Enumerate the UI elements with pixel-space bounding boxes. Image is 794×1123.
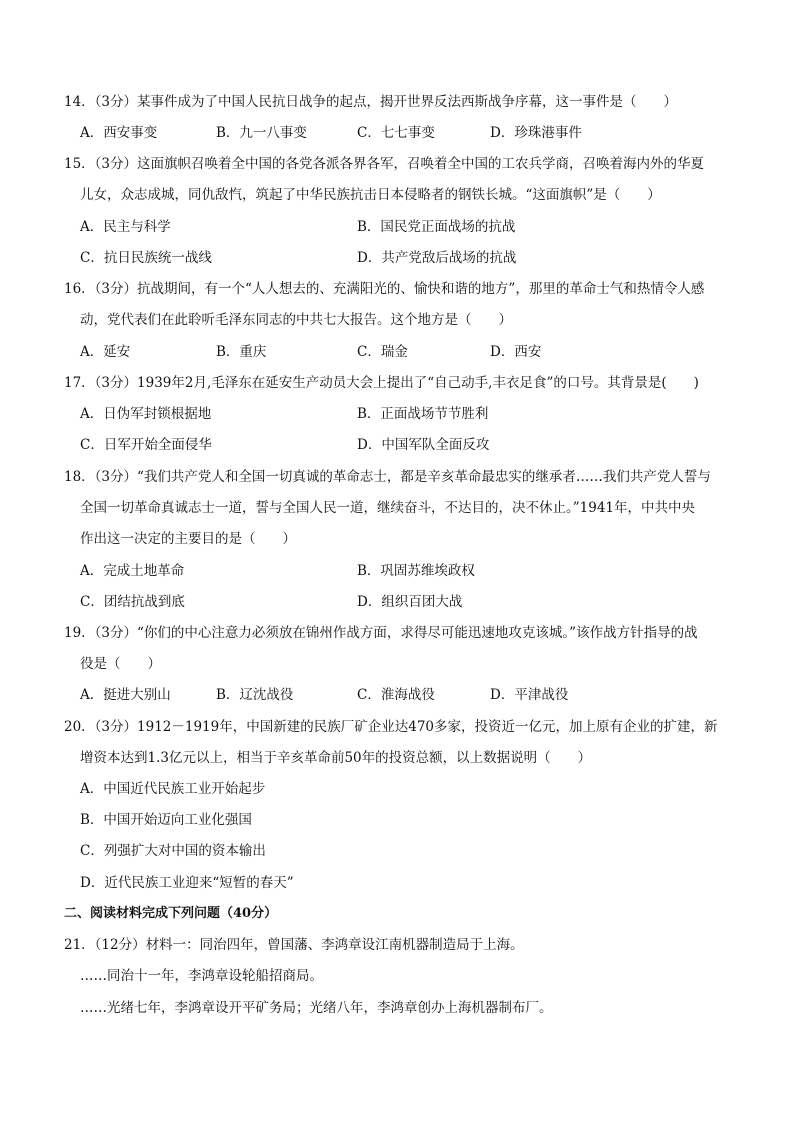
question-21-material-line1: 21．（12分）材料一：同治四年，曾国藩、李鸿章设江南机器制造局于上海。 (64, 937, 524, 953)
question-18-stem-line2: 全国一切革命真诚志士一道，誓与全国人民一道，继续奋斗，不达目的，决不休止。”1941年，中共中央 (80, 500, 696, 516)
q16-option-b: B．重庆 (216, 344, 267, 360)
question-15-stem-line2: 儿女，众志成城，同仇敌忾，筑起了中华民族抗击日本侵略者的钢铁长城。“这面旗帜”是（ ） (80, 187, 661, 203)
question-16-stem-line1: 16．（3分）抗战期间，有一个“人人想去的、充满阳光的、愉快和谐的地方”，那里的革命士气和热情令人感 (64, 281, 705, 297)
question-16-stem-line2: 动，党代表们在此聆听毛泽东同志的中共七大报告。这个地方是（ ） (80, 312, 512, 328)
q17-option-b: B．正面战场节节胜利 (357, 406, 489, 422)
q20-option-b: B．中国开始迈向工业化强国 (80, 812, 252, 828)
q18-option-d: D．组织百团大战 (357, 594, 463, 610)
question-20-stem-line2: 增资本达到1.3亿元以上，相当于辛亥革命前50年的投资总额，以上数据说明（ ） (80, 750, 592, 766)
q18-option-b: B．巩固苏维埃政权 (357, 563, 475, 579)
question-18-stem-line3: 作出这一决定的主要目的是（ ） (80, 531, 296, 547)
q19-option-d: D．平津战役 (490, 687, 569, 703)
question-15-stem-line1: 15．（3分）这面旗帜召唤着全中国的各党各派各界各军，召唤着全中国的工农兵学商，召唤着海内外的华夏 (64, 156, 705, 172)
q15-option-d: D．共产党敌后战场的抗战 (357, 250, 517, 266)
q18-option-a: A．完成土地革命 (80, 563, 185, 579)
question-21-material-line3: ……光绪七年，李鸿章设开平矿务局；光绪八年，李鸿章创办上海机器制布厂。 (80, 1000, 553, 1016)
q17-option-a: A．日伪军封锁根据地 (80, 406, 212, 422)
q14-option-a: A．西安事变 (80, 125, 158, 141)
q17-option-c: C．日军开始全面侵华 (80, 437, 212, 453)
q16-option-c: C．瑞金 (357, 344, 408, 360)
q15-option-c: C．抗日民族统一战线 (80, 250, 212, 266)
q16-option-a: A．延安 (80, 344, 131, 360)
q15-option-b: B．国民党正面战场的抗战 (357, 219, 516, 235)
q15-option-a: A．民主与科学 (80, 219, 171, 235)
section-2-heading: 二、阅读材料完成下列问题（40分） (64, 906, 278, 921)
question-17-stem: 17．（3分）1939年2月,毛泽东在延安生产动员大会上提出了“自己动手,丰衣足食”的口号。其背景是( ) (64, 375, 699, 391)
q17-option-d: D．中国军队全面反攻 (357, 437, 490, 453)
q18-option-c: C．团结抗战到底 (80, 594, 185, 610)
question-14-stem: 14．（3分）某事件成为了中国人民抗日战争的起点，揭开世界反法西斯战争序幕，这一事件是（ ） (64, 94, 678, 110)
question-19-stem-line2: 役是（ ） (80, 656, 161, 672)
q14-option-d: D．珍珠港事件 (490, 125, 582, 141)
q16-option-d: D．西安 (490, 344, 542, 360)
q19-option-c: C．淮海战役 (357, 687, 435, 703)
q20-option-d: D．近代民族工业迎来“短暂的春天” (80, 875, 294, 891)
question-20-stem-line1: 20．（3分）1912－1919年，中国新建的民族厂矿企业达470多家，投资近一亿元，加上原有企业的扩建，新 (64, 719, 718, 735)
q14-option-b: B．九一八事变 (216, 125, 307, 141)
question-18-stem-line1: 18．（3分）“我们共产党人和全国一切真诚的革命志士，都是辛亥革命最忠实的继承者……我们共产党人誓与 (64, 469, 711, 485)
q19-option-b: B．辽沈战役 (216, 687, 294, 703)
q20-option-c: C．列强扩大对中国的资本输出 (80, 843, 266, 859)
question-21-material-line2: ……同治十一年，李鸿章设轮船招商局。 (80, 968, 323, 984)
q19-option-a: A．挺进大别山 (80, 687, 171, 703)
question-19-stem-line1: 19．（3分）“你们的中心注意力必须放在锦州作战方面，求得尽可能迅速地攻克该城。”该作战方针指导的战 (64, 625, 698, 641)
q20-option-a: A．中国近代民族工业开始起步 (80, 781, 266, 797)
q14-option-c: C．七七事变 (357, 125, 435, 141)
